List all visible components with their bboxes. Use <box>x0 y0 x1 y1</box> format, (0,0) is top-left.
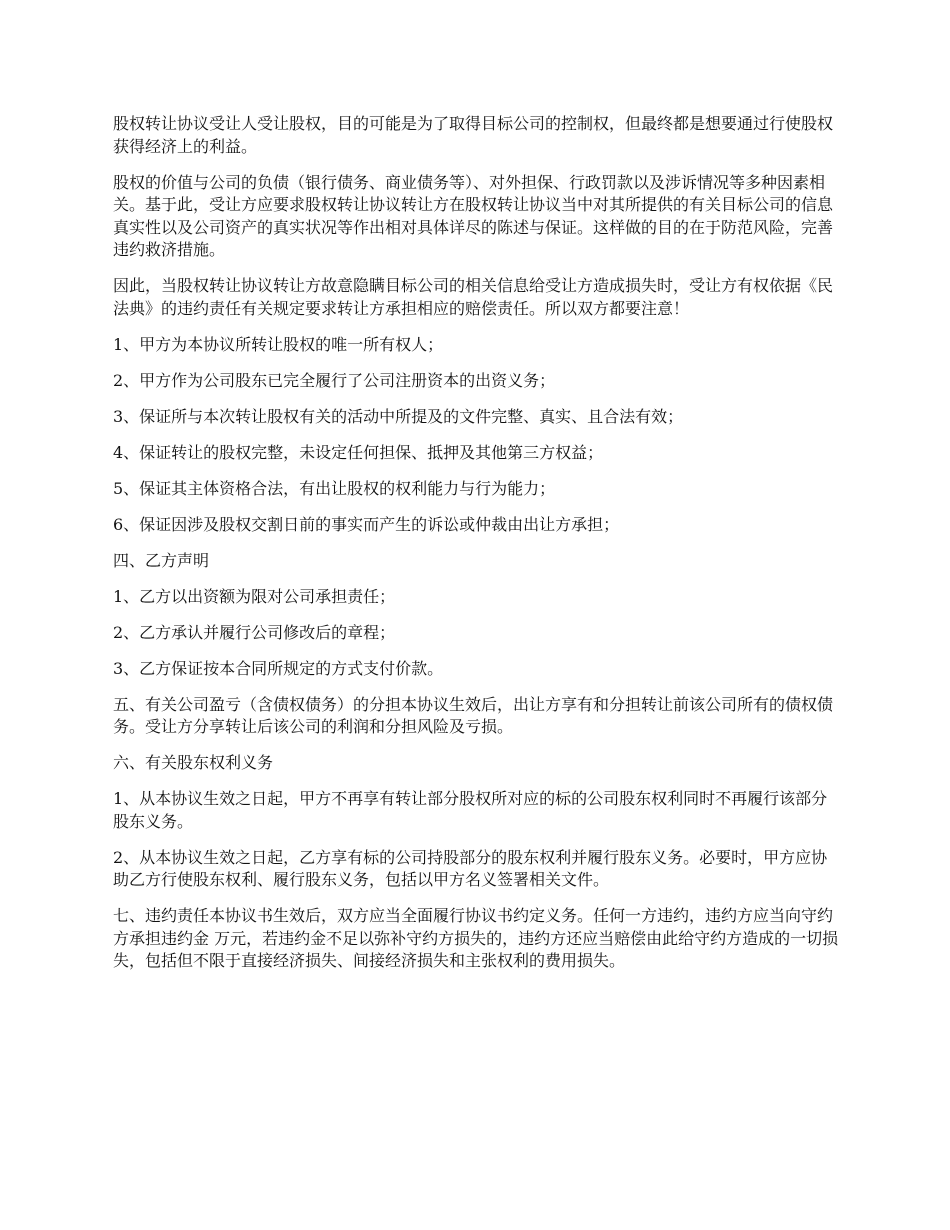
document-body <box>113 113 841 986</box>
clause-party-a-1: 1、甲方为本协议所转让股权的唯一所有权人； <box>113 334 444 354</box>
clause-party-a-4: 4、保证转让的股权完整，未设定任何担保、抵押及其他第三方权益； <box>113 442 604 462</box>
paragraph-intro: 股权转让协议受让人受让股权，目的可能是为了取得目标公司的控制权，但最终都是想要通过行使股权获得经济上的利益。 <box>113 114 834 156</box>
paragraph-equity-value: 股权的价值与公司的负债（银行债务、商业债务等）、对外担保、行政罚款以及涉诉情况等多种因素相关。基于此，受让方应要求股权转让协议转让方在股权转让协议当中对其所提供的有关目标公司的信息真实性以及公司资产的真实状况等作出相对具体详尽的陈述与保证。这样做的目的在于防范风险，完善违约救济措施。 <box>113 172 834 259</box>
clause-shareholder-2: 2、从本协议生效之日起，乙方享有标的公司持股部分的股东权利并履行股东义务。必要时，甲方应协助乙方行使股东权利、履行股东义务，包括以甲方名义签署相关文件。 <box>113 847 828 889</box>
paragraph-liability: 因此，当股权转让协议转让方故意隐瞒目标公司的相关信息给受让方造成损失时，受让方有权依据《民法典》的违约责任有关规定要求转让方承担相应的赔偿责任。所以双方都要注意！ <box>113 276 834 318</box>
clause-party-a-5: 5、保证其主体资格合法，有出让股权的权利能力与行为能力； <box>113 478 556 498</box>
clause-party-a-3: 3、保证所与本次转让股权有关的活动中所提及的文件完整、真实、且合法有效； <box>113 406 684 426</box>
section-heading-shareholder-rights: 六、有关股东权利义务 <box>113 753 274 772</box>
section-profit-loss: 五、有关公司盈亏（含债权债务）的分担本协议生效后，出让方享有和分担转让前该公司所有的债权债务。受让方分享转让后该公司的利润和分担风险及亏损。 <box>113 694 834 736</box>
section-breach-liability: 七、违约责任本协议书生效后，双方应当全面履行协议书约定义务。任何一方违约，违约方应当向守约方承担违约金 万元，若违约金不足以弥补守约方损失的，违约方还应当赔偿由此给守约方造成的一切损失，包括但不限于直接经济损失、间接经济损失和主张权利的费用损失。 <box>113 906 839 970</box>
clause-party-b-3: 3、乙方保证按本合同所规定的方式支付价款。 <box>113 658 444 678</box>
section-heading-party-b: 四、乙方声明 <box>113 550 210 570</box>
clause-party-a-6: 6、保证因涉及股权交割日前的事实而产生的诉讼或仲裁由出让方承担； <box>113 514 620 534</box>
clause-party-b-1: 1、乙方以出资额为限对公司承担责任； <box>113 586 396 606</box>
clause-party-a-2: 2、甲方作为公司股东已完全履行了公司注册资本的出资义务； <box>113 370 556 390</box>
clause-shareholder-1: 1、从本协议生效之日起，甲方不再享有转让部分股权所对应的标的公司股东权利同时不再履行该部分股东义务。 <box>113 789 828 831</box>
clause-party-b-2: 2、乙方承认并履行公司修改后的章程； <box>113 622 396 642</box>
